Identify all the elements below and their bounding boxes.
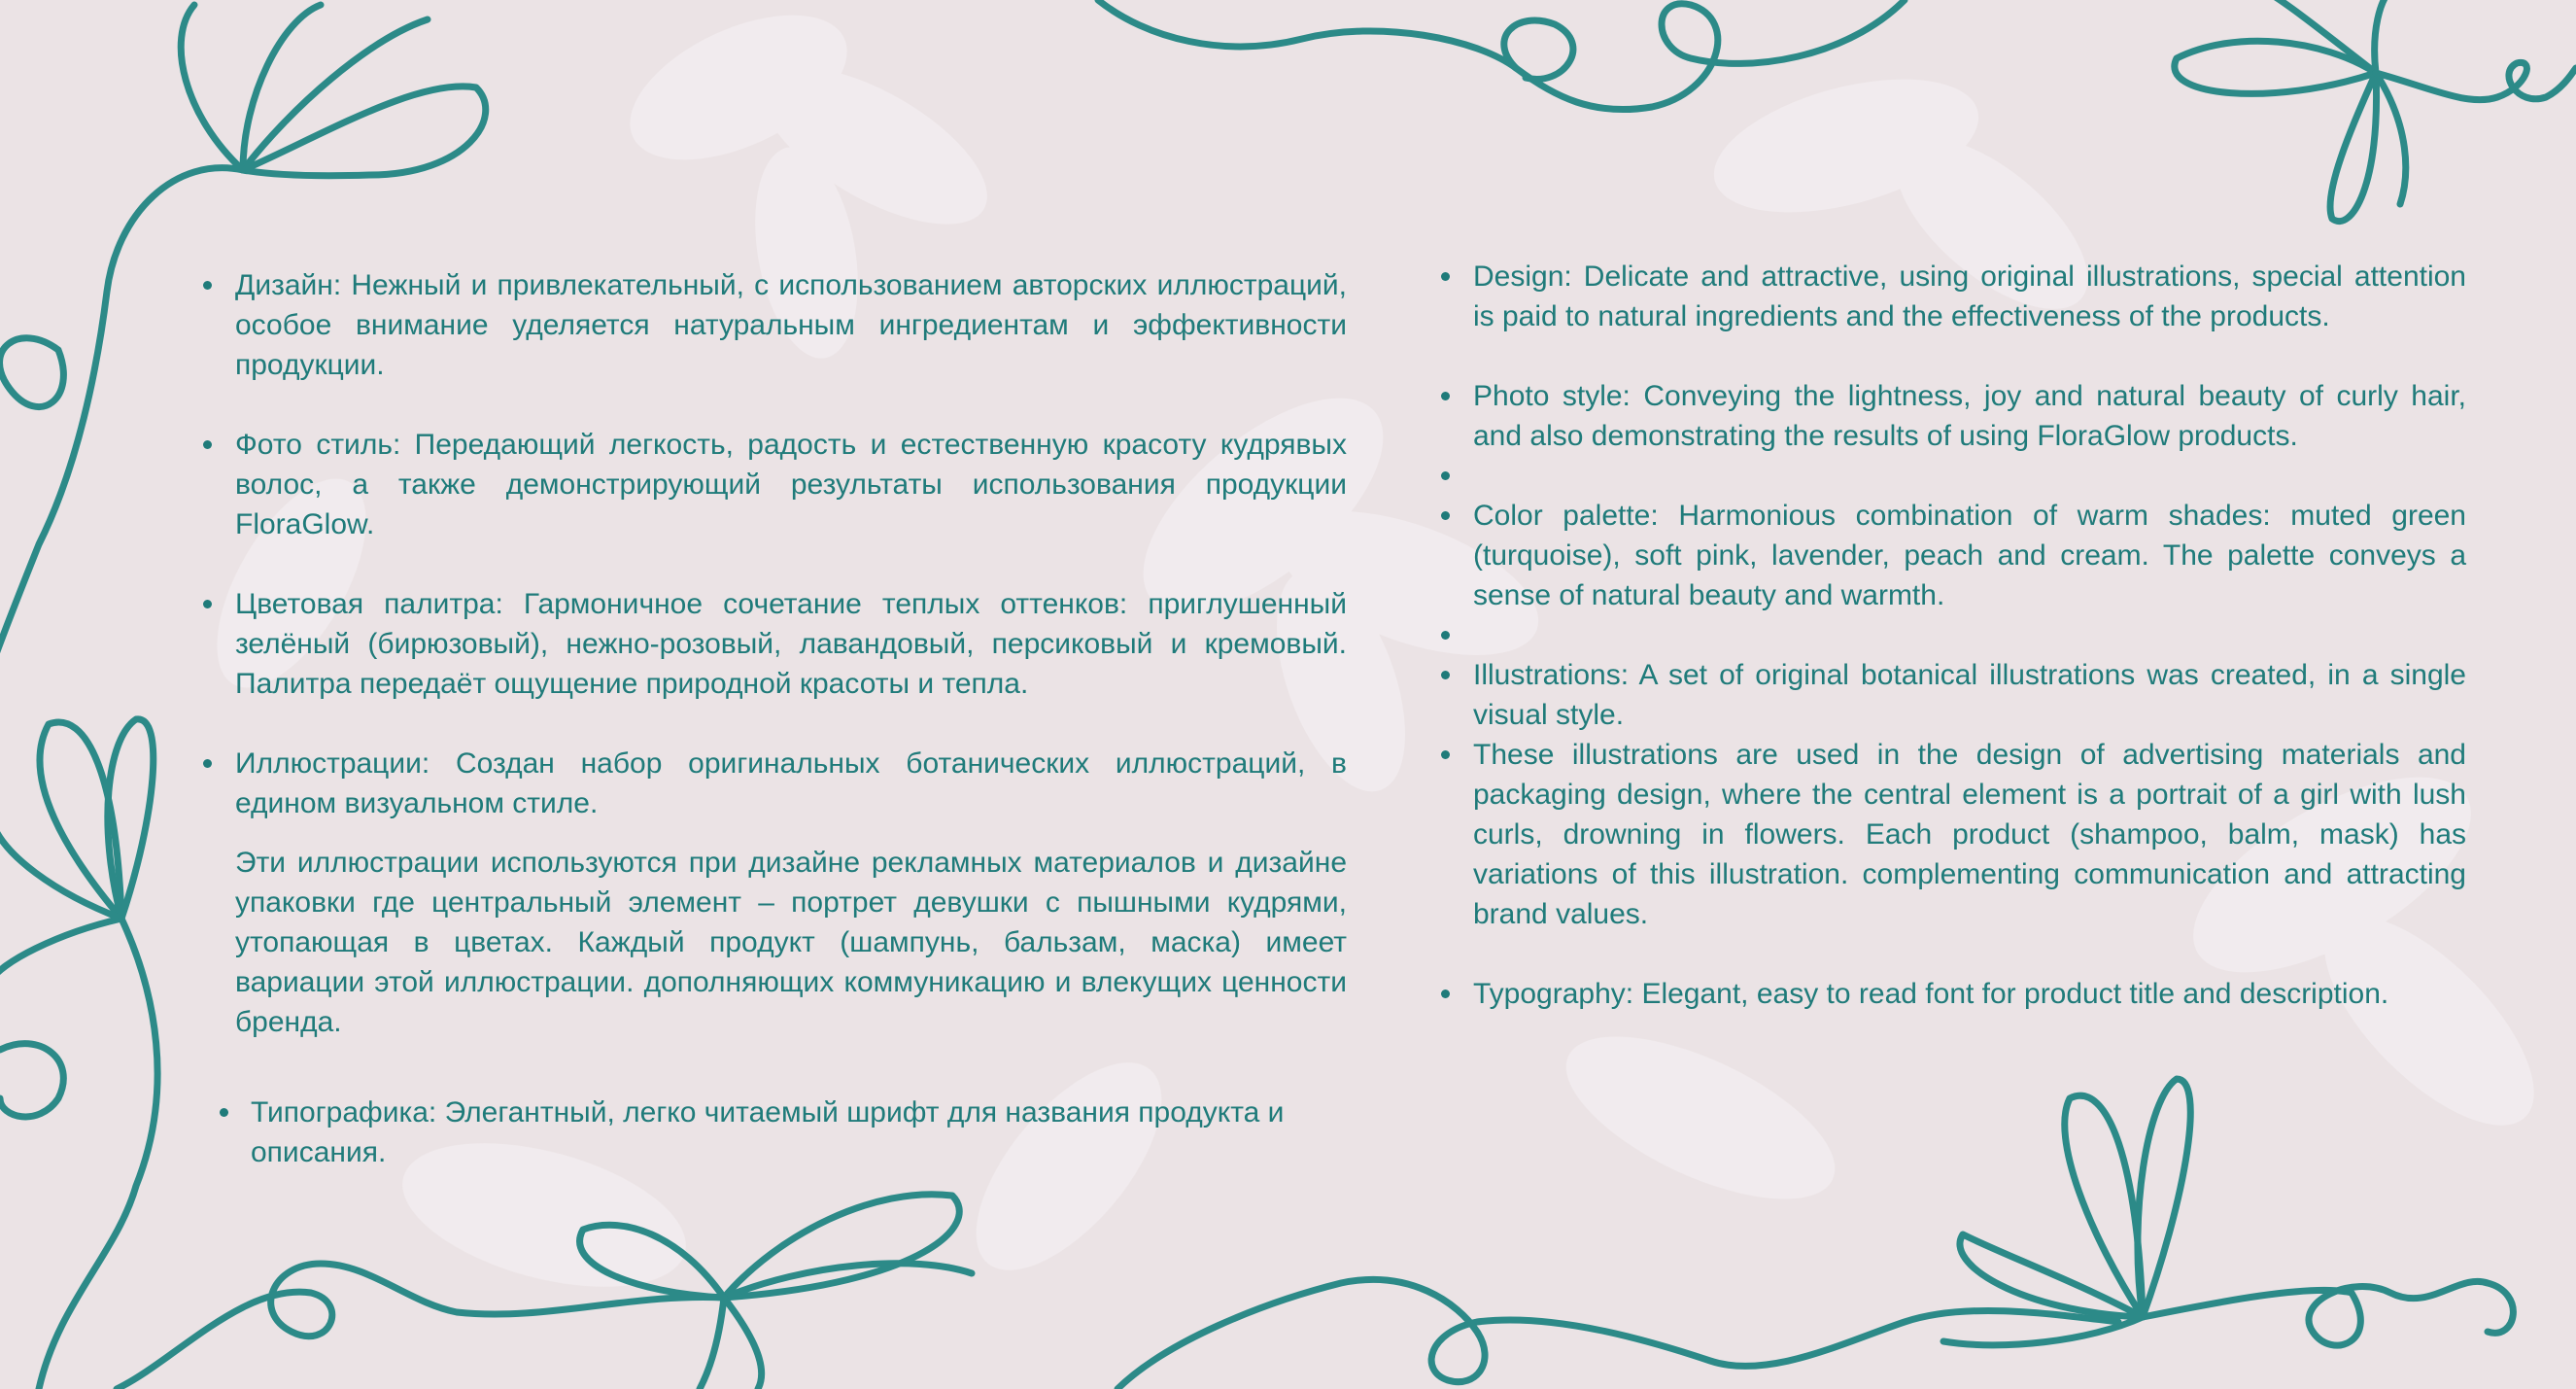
list-item-photo-en: Photo style: Conveying the lightness, joy and natural beauty of curly hair, and also demonstrating the results of using FloraGlow products. — [1438, 376, 2466, 456]
list-item-empty — [1438, 615, 2466, 655]
list-item-photo-ru: Фото стиль: Передающий легкость, радость и естественную красоту кудрявых волос, а также демонстрирующий результаты использования продукции FloraGlow. — [200, 425, 1347, 544]
list-item-typography-en: Typography: Elegant, easy to read font for product title and description. — [1438, 974, 2466, 1014]
list-item-palette-en: Color palette: Harmonious combination of warm shades: muted green (turquoise), soft pink, lavender, peach and cream. The palette conveys a sense of natural beauty and warmth. — [1438, 496, 2466, 615]
list-item-empty — [1438, 456, 2466, 496]
russian-bullet-list — [200, 265, 1347, 1172]
flower-top-right-icon — [2175, 0, 2576, 222]
flower-left-middle-icon — [0, 719, 157, 1389]
list-item-illustrations-usage-en: These illustrations are used in the design of advertising materials and packaging design, where the central element is a portrait of a girl with lush curls, drowning in flowers. Each product (shampoo, balm, mask) has variations of this illustration. complementing communication and attracting brand values. — [1438, 735, 2466, 934]
list-item-design-en: Design: Delicate and attractive, using original illustrations, special attention is paid to natural ingredients and the effectiveness of the products. — [1438, 257, 2466, 336]
flower-bottom-right-icon — [1943, 1079, 2513, 1345]
vine-top-icon — [1098, 0, 1905, 110]
english-column — [1438, 257, 2466, 1014]
paragraph-illustrations-usage-ru: Эти иллюстрации используются при дизайне рекламных материалов и дизайне упаковки где центральный элемент – портрет девушки с пышными кудрями, утопающая в цветах. Каждый продукт (шампунь, бальзам, маска) имеет вариации этой иллюстрации. дополняющих коммуникацию и влекущих ценности бренда. — [235, 847, 1347, 1038]
russian-column — [200, 265, 1347, 1172]
list-item-design-ru: Дизайн: Нежный и привлекательный, с использованием авторских иллюстраций, особое внимание уделяется натуральным ингредиентам и эффективности продукции. — [200, 265, 1347, 385]
vine-bottom-icon — [1117, 1279, 2118, 1389]
list-item-typography-ru: Типографика: Элегантный, легко читаемый шрифт для названия продукта и описания. — [200, 1093, 1339, 1172]
list-item-illustrations-ru: Иллюстрации: Создан набор оригинальных ботанических иллюстраций, в едином визуальном стиле. — [200, 744, 1347, 823]
list-item-palette-ru: Цветовая палитра: Гармоничное сочетание теплых оттенков: приглушенный зелёный (бирюзовый), нежно-розовый, лавандовый, персиковый и кремовый. Палитра передаёт ощущение природной красоты и тепла. — [200, 584, 1347, 704]
english-bullet-list — [1438, 257, 2466, 1014]
list-item-illustrations-en: Illustrations: A set of original botanical illustrations was created, in a single visual style. — [1438, 655, 2466, 735]
